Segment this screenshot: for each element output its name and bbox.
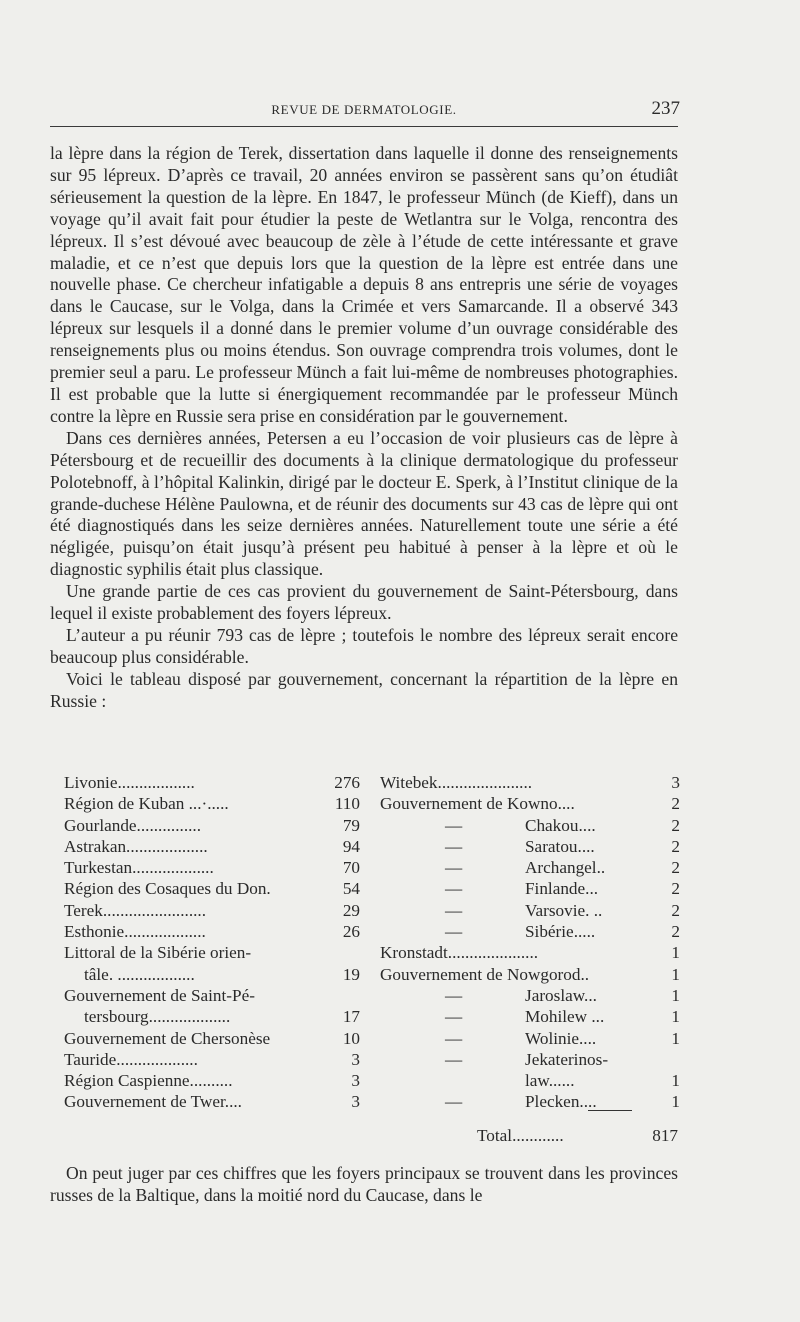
table-row [64, 836, 360, 857]
case-count: 54 [342, 879, 360, 899]
leader-dots: ................... [116, 1049, 198, 1069]
leader-dots: .... [578, 815, 596, 835]
page-number: 237 [651, 98, 680, 119]
region-name: Saratou.... [525, 836, 595, 856]
table-row [380, 793, 680, 814]
table-row [380, 1006, 680, 1027]
table-row [64, 1006, 360, 1027]
paragraph-3: Une grande partie de ces cas provient du gouvernement de Saint-Pétersbourg, dans lequel il existe probablement des foyers lépreux. [50, 581, 678, 624]
region-name: Livonie.................. [64, 773, 195, 792]
case-count: 1 [671, 1007, 680, 1027]
case-count: 2 [671, 922, 680, 942]
paragraph-4: L’auteur a pu réunir 793 cas de lèpre ; toutefois le nombre des lépreux serait encore beaucoup plus considérable. [50, 624, 678, 667]
region-name: Gouvernement de Saint-Pé- [64, 985, 255, 1005]
table-row [64, 921, 360, 942]
table-row [380, 1070, 680, 1091]
region-name: Turkestan................... [64, 858, 214, 878]
leader-dots: ................... [124, 922, 206, 942]
ditto-dash: — [445, 836, 463, 856]
closing-text [50, 1163, 678, 1207]
table-row [64, 964, 360, 985]
table-row [380, 1049, 680, 1070]
table-row [380, 964, 680, 985]
leader-dots: .......... [189, 1071, 233, 1091]
case-count: 29 [342, 900, 360, 920]
leader-dots: ... [585, 879, 599, 899]
case-count: 3 [351, 1092, 360, 1112]
case-count: 2 [671, 815, 680, 835]
table-right-column [380, 772, 680, 1113]
case-count: 1 [671, 1071, 680, 1091]
case-count: 3 [351, 1071, 360, 1091]
region-name: Archangel.. [525, 858, 606, 878]
table-row [380, 815, 680, 836]
total-rule [588, 1110, 632, 1111]
leader-dots: .... [577, 836, 595, 856]
table-row [64, 1049, 360, 1070]
case-count: 1 [671, 943, 680, 963]
total-label: Total............ [477, 1126, 564, 1145]
region-name: Jekaterinos- [525, 1049, 609, 1069]
case-count: 1 [671, 985, 680, 1005]
table-row [64, 878, 360, 899]
region-name: Gouvernement de Kowno.... [380, 794, 575, 814]
region-name: Finlande... [525, 879, 599, 899]
ditto-dash: — [445, 1007, 463, 1027]
ditto-dash: — [445, 1049, 463, 1069]
region-name: tersbourg................... [84, 1007, 231, 1027]
case-count: 94 [342, 836, 360, 856]
table-row [64, 772, 360, 793]
case-count: 19 [342, 964, 360, 984]
table-row [64, 942, 360, 963]
case-count: 79 [342, 815, 360, 835]
table-left-column [64, 772, 360, 1113]
table-row [64, 793, 360, 814]
case-count: 70 [342, 858, 360, 878]
case-count: 10 [342, 1028, 360, 1048]
region-name: Littoral de la Sibérie orien- [64, 943, 252, 963]
table-row [64, 815, 360, 836]
leader-dots: ...................... [437, 773, 533, 792]
region-name: Witebek...................... [380, 773, 533, 792]
region-name: Région Caspienne.......... [64, 1071, 233, 1091]
leader-dots: .... [557, 794, 575, 814]
region-name: Gouvernement de Twer.... [64, 1092, 242, 1112]
ditto-dash: — [445, 985, 463, 1005]
case-count: 26 [342, 922, 360, 942]
region-name: tâle. .................. [84, 964, 195, 984]
ditto-dash: — [445, 900, 463, 920]
region-name: Gourlande............... [64, 815, 201, 835]
table-row [380, 900, 680, 921]
table-row [380, 985, 680, 1006]
table-row [64, 985, 360, 1006]
region-name: Région des Cosaques du Don. [64, 879, 271, 899]
case-count: 2 [671, 879, 680, 899]
ditto-dash: — [445, 1028, 463, 1048]
leader-dots: .... [579, 1092, 597, 1112]
case-count: 2 [671, 836, 680, 856]
leader-dots: .... [579, 1028, 597, 1048]
region-name: Gouvernement de Chersonèse [64, 1028, 271, 1048]
case-count: 3 [351, 1049, 360, 1069]
ditto-dash: — [445, 1092, 463, 1112]
case-count: 2 [671, 794, 680, 814]
region-name: Mohilew ... [525, 1007, 605, 1027]
region-name: Wolinie.... [525, 1028, 597, 1048]
paragraph-5: Voici le tableau disposé par gouvernement, concernant la répartition de la lèpre en Russie : [50, 668, 678, 711]
table-row [64, 1070, 360, 1091]
leader-dots: ................... [126, 836, 208, 856]
leader-dots: ................... [148, 1007, 231, 1027]
leader-dots: . .................. [108, 964, 195, 984]
table-row [64, 857, 360, 878]
region-name: Plecken.... [525, 1092, 597, 1112]
case-count: 110 [334, 794, 360, 814]
ditto-dash: — [445, 922, 463, 942]
case-count: 2 [671, 858, 680, 878]
table-row [380, 772, 680, 793]
table-row [380, 942, 680, 963]
case-count: 276 [334, 773, 360, 792]
region-name: Kronstadt..................... [380, 943, 539, 963]
leader-dots: ...·..... [184, 794, 229, 814]
region-name: Région de Kuban ...·..... [64, 794, 229, 814]
region-name: Gouvernement de Nowgorod.. [380, 964, 590, 984]
case-count: 1 [671, 1092, 680, 1112]
region-name: Jaroslaw... [525, 985, 597, 1005]
journal-title: REVUE DE DERMATOLOGIE. [271, 102, 457, 117]
leader-dots: ............... [136, 815, 201, 835]
running-header [50, 98, 678, 120]
leader-dots: .. [596, 858, 606, 878]
leader-dots: .................. [117, 773, 195, 792]
table-row [380, 1091, 680, 1112]
region-name: Varsovie. .. [525, 900, 603, 920]
leader-dots: ..... [573, 922, 596, 942]
header-rule [50, 126, 678, 127]
leader-dots: .... [224, 1092, 242, 1112]
leader-dots: ........................ [102, 900, 206, 920]
table-row [380, 878, 680, 899]
leader-dots: ................... [132, 858, 214, 878]
case-count: 1 [671, 1028, 680, 1048]
case-count: 1 [671, 964, 680, 984]
case-count: 2 [671, 900, 680, 920]
region-name: Chakou.... [525, 815, 596, 835]
leader-dots: .. [580, 964, 590, 984]
table-row [380, 921, 680, 942]
leader-dots: ... [587, 1007, 605, 1027]
table-row [64, 1091, 360, 1112]
closing-paragraph: On peut juger par ces chiffres que les foyers principaux se trouvent dans les provinces russes de la Baltique, dans la moitié nord du Caucase, dans le [50, 1163, 678, 1205]
region-name: law...... [525, 1071, 575, 1091]
region-name: Esthonie................... [64, 922, 206, 942]
table-row [380, 857, 680, 878]
table-row [380, 1028, 680, 1049]
region-name: Astrakan................... [64, 836, 208, 856]
total-value: 817 [652, 1126, 678, 1145]
table-row [64, 1028, 360, 1049]
paragraph-1: la lèpre dans la région de Terek, dissertation dans laquelle il donne des renseignements sur 95 lépreux. D’après ce travail, 20 années environ se passèrent sans qu’on étudiât sérieusement la question de la lèpre. En 1847, le professeur Münch (de Kieff), dans un voyage qu’il avait fait pour étudier la peste de Wetlantra sur le Volga, rencontra des lépreux. Il s’est dévoué avec beaucoup de zèle à l’étude de cette intéressante et grave maladie, et ce n’est que depuis lors que la question de la lèpre est entrée dans une nouvelle phase. Ce chercheur infatigable a depuis 8 ans entrepris une série de voyages dans le Caucase, sur le Volga, dans la Crimée et vers Samarcande. Il a observé 343 lépreux sur lesquels il a donné dans le premier volume d’un ouvrage considérable des renseignements plus ou moins étendus. Son ouvrage comprendra trois volumes, dont le premier seul a paru. Le professeur Münch a fait lui-même de nombreuses photographies. Il est probable que la lutte si énergiquement recommandée par le professeur Münch contre la lèpre en Russie sera prise en considération par le gouvernement. [50, 143, 678, 426]
body-text [50, 143, 678, 713]
region-name: Tauride................... [64, 1049, 198, 1069]
leader-dots: ... [584, 985, 597, 1005]
region-name: Terek........................ [64, 900, 206, 920]
case-count: 3 [671, 773, 680, 792]
region-name: Sibérie..... [525, 922, 596, 942]
paragraph-2: Dans ces dernières années, Petersen a eu l’occasion de voir plusieurs cas de lèpre à Pétersbourg et de recueillir des documents à la clinique dermatologique du professeur Polotebnoff, à l’hôpital Kalinkin, dirigé par le docteur E. Sperk, à l’Institut clinique de la grande-duchese Hélène Paulowna, et de réunir des documents sur 43 cas de lèpre qui ont été diagnostiqués dans les seize dernières années. Naturellement toute une série a été négligée, puisqu’on était jusqu’à présent peu habitué à penser à la lèpre et où le diagnostic syphilis était plus classique. [50, 427, 678, 580]
leader-dots: . .. [585, 900, 603, 920]
table-row [380, 836, 680, 857]
ditto-dash: — [445, 879, 463, 899]
case-count: 17 [342, 1007, 360, 1027]
ditto-dash: — [445, 858, 463, 878]
ditto-dash: — [445, 815, 463, 835]
leader-dots: ..................... [447, 943, 539, 963]
leader-dots: ...... [548, 1071, 575, 1091]
table-row [64, 900, 360, 921]
